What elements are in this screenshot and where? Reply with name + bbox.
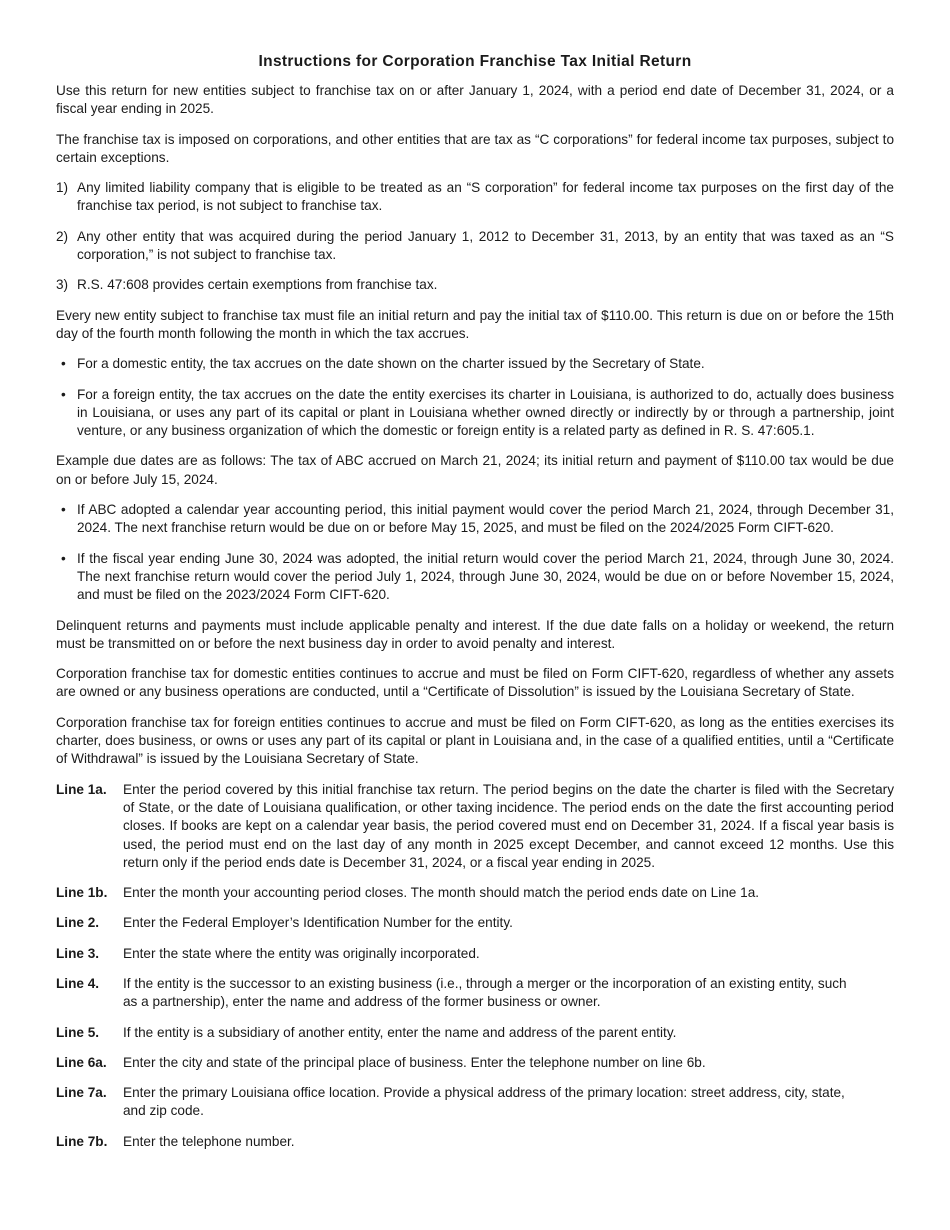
line-instruction [56, 1024, 894, 1042]
line-label: Line 2. [56, 915, 100, 931]
delinquent-paragraph: Delinquent returns and payments must include applicable penalty and interest. If the due date falls on a holiday or weekend, the return must be transmitted on or before the next business day in order to avoid penalty and interest. [56, 617, 894, 651]
bullet-text: If ABC adopted a calendar year accounting period, this initial payment would cover the period March 21, 2024, through December 31, 2024. The next franchise return would be due on or before May 15, 2025, and must be filed on the 2024/2025 Form CIFT-620. [77, 502, 894, 536]
line-text: Enter the Federal Employer’s Identification Number for the entity. [123, 915, 513, 931]
line-text: If the entity is the successor to an existing business (i.e., through a merger or the incorporation of an existing entity, such as a partnership), enter the name and address of the former business or owner. [123, 975, 847, 1010]
bullet-text: If the fiscal year ending June 30, 2024 was adopted, the initial return would cover the period March 21, 2024, through June 30, 2024. The next franchise return would cover the period July 1, 2024, through June 30, 2024, would be due on or before November 15, 2024, and must be filed on the 2023/2024 Form CIFT-620. [77, 550, 894, 603]
bullet-text: For a foreign entity, the tax accrues on the date the entity exercises its charter in Louisiana, is authorized to do, actually does business in Louisiana, or uses any part of its capital or plant in Louisiana whether owned directly or indirectly by or through a partnership, joint venture, or any business organization of which the domestic or foreign entity is a related party as defined in R. S. 47:605.1. [77, 386, 894, 439]
exception-text: Any other entity that was acquired during the period January 1, 2012 to December 31, 2013, by an entity that was taxed as an “S corporation,” is not subject to franchise tax. [77, 228, 894, 263]
line-instruction [56, 975, 894, 1012]
line-label: Line 1b. [56, 885, 108, 901]
exception-number: 2) [56, 228, 69, 244]
line-text: Enter the month your accounting period closes. The month should match the period ends date on Line 1a. [123, 885, 760, 901]
line-instruction [56, 1084, 894, 1121]
instructions-body [56, 82, 894, 1163]
exception-text: R.S. 47:608 provides certain exemptions from franchise tax. [77, 277, 438, 293]
line-instruction [56, 945, 894, 963]
line-text: Enter the state where the entity was originally incorporated. [123, 945, 480, 961]
line-instruction [56, 1054, 894, 1072]
exception-number: 3) [56, 277, 69, 293]
exception-text: Any limited liability company that is eligible to be treated as an “S corporation” for federal income tax purposes on the first day of the franchise tax period, is not subject to franchise tax. [77, 180, 894, 214]
example-bullet-item [56, 550, 894, 605]
line-label: Line 3. [56, 945, 100, 961]
foreign-paragraph: Corporation franchise tax for foreign entities continues to accrue and must be filed on Form CIFT-620, as long as the entities exercises its charter, does business, or owns or uses any part of its capital or plant in Louisiana and, in the case of a qualified entities, until a “Certificate of Withdrawal” is issued by the Louisiana Secretary of State. [56, 714, 894, 767]
bullet-icon: • [61, 502, 66, 518]
example-bullet-item [56, 501, 894, 538]
line-instruction [56, 1133, 894, 1151]
line-text: Enter the period covered by this initial franchise tax return. The period begins on the date the charter is filed with the Secretary of State, or the date of Louisiana qualification, or other taxing incidence. The period ends on the date the first accounting period closes. If books are kept on a calendar year basis, the period covered must end on December 31, 2024. If a fiscal year basis is used, the period must end on the last day of any month in 2025 except December, and cannot exceed 12 months. Use this return only if the period ends date is December 31, 2024, or a fiscal year ending in 2025. [123, 781, 894, 870]
line-text: Enter the primary Louisiana office location. Provide a physical address of the primary location: street address, city, state, and zip code. [123, 1085, 845, 1119]
line-label: Line 7a. [56, 1085, 107, 1101]
line-label: Line 1a. [56, 781, 107, 797]
initial-return-paragraph: Every new entity subject to franchise tax must file an initial return and pay the initial tax of $110.00. This return is due on or before the 15th day of the fourth month following the month in which the tax accrues. [56, 307, 894, 341]
line-label: Line 4. [56, 975, 100, 991]
exception-item [56, 228, 894, 265]
intro-paragraph: Use this return for new entities subject to franchise tax on or after January 1, 2024, with a period end date of December 31, 2024, or a fiscal year ending in 2025. [56, 83, 894, 117]
line-label: Line 6a. [56, 1054, 107, 1070]
accrual-bullet-item [56, 355, 894, 373]
line-instruction [56, 914, 894, 932]
bullet-icon: • [61, 550, 66, 566]
domestic-paragraph: Corporation franchise tax for domestic entities continues to accrue and must be filed on Form CIFT-620, regardless of whether any assets are owned or any business operations are conducted, until a “Certificate of Dissolution” is issued by the Louisiana Secretary of State. [56, 666, 894, 700]
line-text: Enter the city and state of the principal place of business. Enter the telephone number on line 6b. [123, 1054, 706, 1070]
line-instruction [56, 781, 894, 872]
line-label: Line 5. [56, 1024, 100, 1040]
example-paragraph: Example due dates are as follows: The tax of ABC accrued on March 21, 2024; its initial return and payment of $110.00 tax would be due on or before July 15, 2024. [56, 453, 894, 487]
exception-number: 1) [56, 180, 69, 196]
accrual-bullet-item [56, 386, 894, 441]
bullet-icon: • [61, 356, 66, 372]
bullet-icon: • [61, 386, 66, 402]
exception-item [56, 276, 894, 294]
line-text: Enter the telephone number. [123, 1133, 295, 1149]
page-title: Instructions for Corporation Franchise Tax Initial Return [258, 53, 692, 70]
bullet-text: For a domestic entity, the tax accrues on the date shown on the charter issued by the Secretary of State. [77, 356, 705, 372]
imposition-paragraph: The franchise tax is imposed on corporations, and other entities that are tax as “C corporations” for federal income tax purposes, subject to certain exceptions. [56, 131, 894, 165]
line-instruction [56, 884, 894, 902]
line-label: Line 7b. [56, 1133, 108, 1149]
exception-item [56, 179, 894, 216]
line-text: If the entity is a subsidiary of another entity, enter the name and address of the parent entity. [123, 1024, 677, 1040]
